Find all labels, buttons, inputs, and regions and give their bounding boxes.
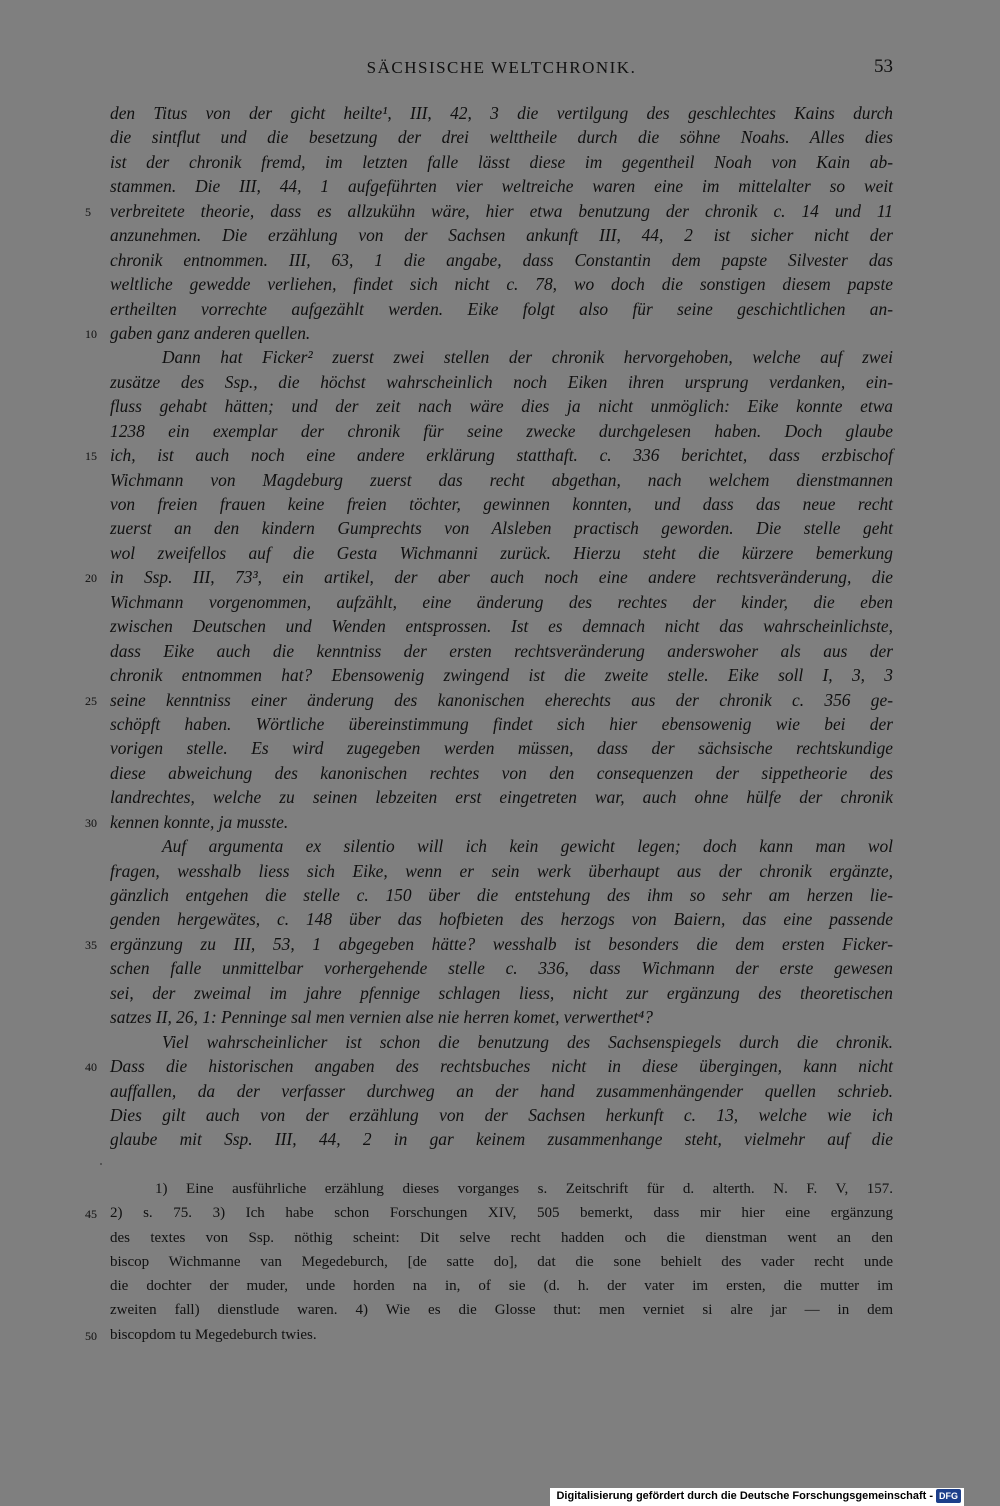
dfg-footer — [550, 1488, 964, 1506]
line-number: 15 — [85, 449, 97, 464]
page-number: 53 — [874, 56, 893, 77]
text-line — [110, 859, 893, 883]
footnote-line — [110, 1250, 893, 1274]
line-text: zwischen Deutschen und Wenden entsprossen. Ist es demnach nicht das wahrscheinlichste, — [110, 616, 893, 637]
line-text: verbreitete theorie, dass es allzukühn wäre, hier etwa benutzung der chronik c. 14 und 11 — [110, 200, 893, 221]
text-line — [110, 419, 893, 443]
line-text: in Ssp. III, 73³, ein artikel, der aber auch noch eine andere rechtsveränderung, die — [110, 567, 893, 588]
footnote-line — [110, 1177, 893, 1201]
line-text: sei, der zweimal im jahre pfennige schlagen liess, nicht zur ergänzung des theoretischen — [110, 982, 893, 1003]
line-text: die sintflut und die besetzung der drei welttheile durch die söhne Noahs. Alles dies — [110, 127, 893, 148]
line-number: 20 — [85, 571, 97, 586]
line-text: wol zweifellos auf die Gesta Wichmanni zurück. Hierzu steht die kürzere bemerkung — [110, 542, 893, 563]
text-line — [110, 907, 893, 931]
line-text: gänzlich entgehen die stelle c. 150 über die entstehung des ihm so sehr am herzen lie- — [110, 885, 893, 905]
text-line — [85, 321, 893, 345]
line-text: den Titus von der gicht heilte¹, III, 42, 3 die vertilgung des geschlechtes Kains durch — [110, 103, 893, 123]
line-text: glaube mit Ssp. III, 44, 2 in gar keinem zusammenhange steht, vielmehr auf die — [110, 1129, 893, 1150]
text-line — [110, 1127, 893, 1151]
text-line — [110, 736, 893, 760]
footnote-text: des textes von Ssp. nöthig scheint: Dit selve recht hadden och die dienstman went an den — [110, 1229, 893, 1246]
text-line — [110, 1005, 893, 1029]
text-line — [110, 125, 893, 149]
text-line — [85, 565, 893, 589]
page-title: SÄCHSISCHE WELTCHRONIK. — [366, 58, 637, 77]
line-text: schöpft haben. Wörtliche übereinstimmung findet sich hier ebensowenig wie bei der — [110, 713, 893, 734]
text-line — [110, 981, 893, 1005]
text-line — [110, 223, 893, 247]
line-text: von freien frauen keine freien töchter, gewinnen konnten, und dass das neue recht — [110, 494, 893, 514]
line-text: fluss gehabt hätten; und der zeit nach wäre dies ja nicht unmöglich: Eike konnte etwa — [110, 396, 893, 417]
footnote-line — [110, 1274, 893, 1298]
text-line — [110, 468, 893, 492]
text-line — [110, 590, 893, 614]
text-line — [85, 443, 893, 467]
line-text: 1238 ein exemplar der chronik für seine zwecke durchgelesen haben. Doch glaube — [110, 420, 893, 441]
line-text: gaben ganz anderen quellen. — [110, 322, 311, 343]
line-number: 30 — [85, 815, 97, 830]
line-text: zuerst an den kindern Gumprechts von Alsleben practisch geworden. Die stelle geht — [110, 518, 893, 539]
running-header — [110, 56, 893, 84]
text-line — [85, 810, 893, 834]
text-line — [110, 345, 893, 369]
text-line — [85, 1054, 893, 1078]
text-line — [110, 150, 893, 174]
footnote-text: biscop Wichmanne van Megedeburch, [de satte do], dat die sone behielt des vader recht unde — [110, 1253, 893, 1270]
footnote-text: biscopdom tu Megedeburch twies. — [110, 1326, 317, 1343]
footnotes — [85, 1177, 893, 1347]
line-text: seine kenntniss einer änderung des kanonischen eherechts aus der chronik c. 356 ge- — [110, 689, 893, 710]
text-line — [110, 663, 893, 687]
text-line — [110, 883, 893, 907]
footnote-line — [110, 1298, 893, 1322]
line-number: 35 — [85, 937, 97, 952]
text-line — [110, 394, 893, 418]
text-line — [110, 174, 893, 198]
line-text: satzes II, 26, 1: Penninge sal men vernien alse nie herren komet, verwerthet⁴? — [110, 1007, 653, 1028]
footnote-line — [85, 1201, 893, 1225]
line-number: 50 — [85, 1328, 97, 1343]
line-text: Dass die historischen angaben des rechtsbuches nicht in diese übergingen, kann nicht — [110, 1056, 893, 1077]
line-text: weltliche gewedde verliehen, findet sich nicht c. 78, wo doch die sonstigen diesem papste — [110, 274, 893, 295]
line-text: ergänzung zu III, 53, 1 abgegeben hätte? wesshalb ist besonders die dem ersten Ficker- — [110, 933, 893, 954]
footnote-line — [110, 1226, 893, 1250]
line-text: auffallen, da der verfasser durchweg an der hand zusammenhängender quellen schrieb. — [110, 1080, 893, 1101]
line-text: vorigen stelle. Es wird zugegeben werden müssen, dass der sächsische rechtskundige — [110, 738, 893, 759]
line-text: ist der chronik fremd, im letzten falle lässt diese im gegentheil Noah von Kain ab- — [110, 151, 893, 172]
line-number: 40 — [85, 1060, 97, 1075]
line-text: Wichmann von Magdeburg zuerst das recht abgethan, nach welchem dienstmannen — [110, 469, 893, 490]
dfg-logo: DFG — [936, 1489, 961, 1503]
line-text: Dies gilt auch von der erzählung von der Sachsen herkunft c. 13, welche wie ich — [110, 1104, 893, 1125]
line-text: Dann hat Ficker² zuerst zwei stellen der chronik hervorgehoben, welche auf zwei — [162, 347, 893, 368]
text-line — [110, 1079, 893, 1103]
line-text: landrechtes, welche zu seinen lebzeiten erst eingetreten war, auch ohne hülfe der chronik — [110, 787, 893, 808]
line-text: genden hergewätes, c. 148 über das hofbieten des herzogs von Baiern, das eine passende — [110, 909, 893, 930]
text-line — [110, 614, 893, 638]
text-line — [110, 272, 893, 296]
line-text: anzunehmen. Die erzählung von der Sachsen ankunft III, 44, 2 ist sicher nicht der — [110, 225, 893, 246]
line-text: chronik entnommen hat? Ebensowenig zwingend ist die zweite stelle. Eike soll I, 3, 3 — [110, 665, 893, 686]
text-line — [110, 248, 893, 272]
line-text: dass Eike auch die kenntniss der ersten rechtsveränderung anderswoher als aus der — [110, 640, 893, 661]
text-line — [110, 492, 893, 516]
text-line — [110, 712, 893, 736]
footer-text: Digitalisierung gefördert durch die Deutsche Forschungsgemeinschaft - — [556, 1490, 933, 1502]
footnote-text: zweiten fall) dienstlude waren. 4) Wie es die Glosse thut: men verniet si alre jar — in dem — [110, 1302, 893, 1319]
line-text: Viel wahrscheinlicher ist schon die benutzung des Sachsenspiegels durch die chronik. — [162, 1031, 893, 1052]
line-text: chronik entnommen. III, 63, 1 die angabe, dass Constantin dem papste Silvester das — [110, 249, 893, 270]
line-text: kennen konnte, ja musste. — [110, 811, 289, 832]
text-line — [110, 1103, 893, 1127]
line-text: diese abweichung des kanonischen rechtes von den consequenzen der sippetheorie des — [110, 762, 893, 783]
footnote-line — [85, 1323, 893, 1347]
text-line — [110, 639, 893, 663]
line-number: 5 — [85, 204, 91, 219]
line-text: fragen, wesshalb liess sich Eike, wenn er sein werk überhaupt aus der chronik ergänzte, — [110, 860, 893, 881]
text-line — [110, 1030, 893, 1054]
footnote-separator-mark — [100, 1163, 102, 1165]
text-line — [110, 956, 893, 980]
line-number: 25 — [85, 693, 97, 708]
main-text — [85, 101, 893, 1152]
text-line — [110, 516, 893, 540]
text-line — [110, 297, 893, 321]
line-text: Wichmann vorgenommen, aufzählt, eine änderung des rechtes der kinder, die eben — [110, 591, 893, 612]
text-line — [110, 370, 893, 394]
footnote-text: die dochter der muder, unde horden na in, of sie (d. h. der vater im ersten, die mutter im — [110, 1278, 893, 1295]
text-line — [110, 761, 893, 785]
line-number: 45 — [85, 1207, 97, 1222]
text-line — [85, 199, 893, 223]
text-line — [110, 785, 893, 809]
text-line — [85, 688, 893, 712]
line-text: stammen. Die III, 44, 1 aufgeführten vier weltreiche waren eine im mittelalter so weit — [110, 176, 893, 197]
footnote-text: 2) s. 75. 3) Ich habe schon Forschungen XIV, 505 bemerkt, dass mir hier eine ergänzung — [110, 1205, 893, 1222]
text-line — [85, 932, 893, 956]
line-number: 10 — [85, 326, 97, 341]
line-text: zusätze des Ssp., die höchst wahrscheinlich noch Eiken ihren ursprung verdanken, ein- — [110, 371, 893, 392]
text-line — [110, 541, 893, 565]
text-line — [110, 101, 893, 125]
text-line — [110, 834, 893, 858]
line-text: Auf argumenta ex silentio will ich kein gewicht legen; doch kann man wol — [162, 836, 893, 857]
line-text: ich, ist auch noch eine andere erklärung statthaft. c. 336 berichtet, dass erzbischof — [110, 445, 893, 466]
line-text: schen falle unmittelbar vorhergehende stelle c. 336, dass Wichmann der erste gewesen — [110, 958, 893, 979]
line-text: ertheilten vorrechte aufgezählt werden. Eike folgt also für seine geschichtlichen an- — [110, 298, 893, 319]
footnote-text: 1) Eine ausführliche erzählung dieses vorganges s. Zeitschrift für d. alterth. N. F. V, 157. — [155, 1181, 893, 1197]
